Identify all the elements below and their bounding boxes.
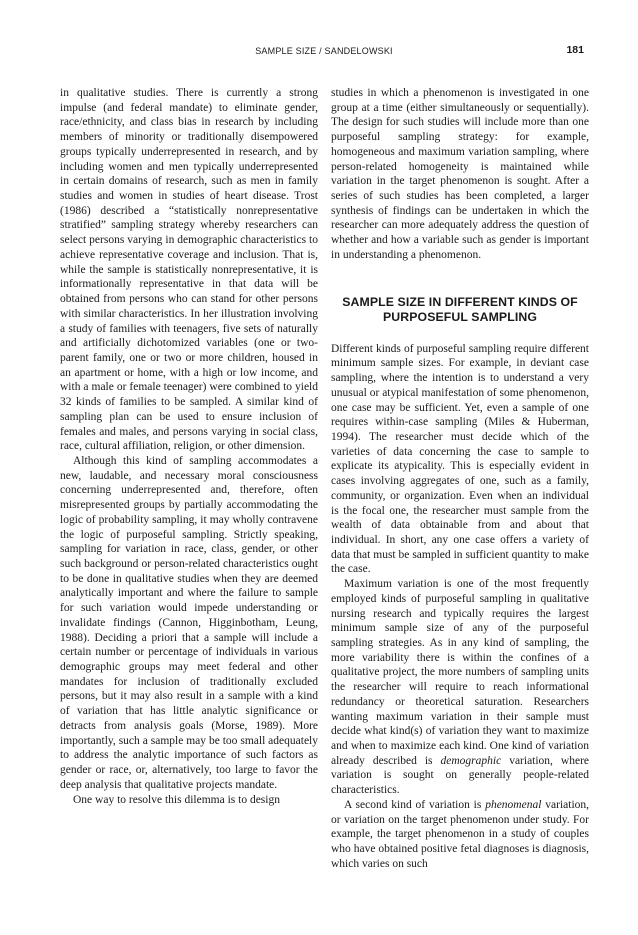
right-column [331,86,589,872]
page-number: 181 [566,44,584,56]
section-heading-line-1: SAMPLE SIZE IN DIFFERENT KINDS OF [342,294,578,309]
emphasis-phenomenal: phenomenal [485,798,542,811]
running-head [60,44,588,58]
right-paragraph-3-text: Maximum variation is one of the most frequently employed kinds of purposeful sampling in qualitative nursing research and typically requires the largest minimum sample size of any of the purposeful sampling strategies. As in any kind of sampling, the more variability there is within the confines of a qualitative project, the more numbers of sampling units the researcher will require to reach informational redundancy or theoretical saturation. Researchers wanting maximum variation in their sample must decide what kind(s) of variation they want to maximize and when to maximize each kind. One kind of variation already described is [331,578,589,767]
left-paragraph-1: in qualitative studies. There is currently a strong impulse (and federal mandate) to eliminate gender, race/ethnicity, and class bias in research by including members of minority or traditionally disempowered groups typically underrepresented in research, and by including women and men typically underrepresented in certain domains of research, such as men in family studies and women in studies of heart disease. Trost (1986) described a “statistically nonrepresentative stratified” sampling strategy whereby researchers can select persons varying in demographic characteristics to achieve representative coverage and inclusion. That is, while the sample is statistically nonrepresentative, it is informationally representative in that data will be obtained from persons who can stand for other persons with similar characteristics. In her illustration involving a study of families with teenagers, five sets of naturally and artificially dichotomized variables (one or two-parent family, one or two or more children, housed in an apartment or home, with a high or low income, and with a male or female teenager) were combined to yield 32 kinds of families to be sampled. A similar kind of sampling plan can be used to ensure inclusion of females and males, and persons varying in social class, race, cultural affiliation, religion, or other dimension. [60,87,318,453]
right-paragraph-4 [331,798,589,872]
left-paragraph-3: One way to resolve this dilemma is to design [73,793,280,806]
right-paragraph-4-text: A second kind of variation is [344,798,482,811]
section-heading-line-2: PURPOSEFUL SAMPLING [382,309,538,324]
right-paragraph-2: Different kinds of purposeful sampling require different minimum sample sizes. For example, in deviant case sampling, where the intention is to understand a very unusual or atypical manifestation of some phenomenon, one case may be sufficient. Yet, even a sample of one requires within-case sampling (Miles & Huberman, 1994). The researcher must decide which of the varieties of data concerning the case to sample to explicate its atypicality. This is especially evident in cases involving aggregates of one, such as a family, community, or organization. Even when an individual is the focal one, the researcher must sample from the wealth of data obtainable from and about that individual. In short, any one case offers a variety of data that must be sampled in sufficient quantity to make the case. [331,342,589,576]
section-heading [331,295,589,325]
right-paragraph-3-end: variation, where variation is sought on generally people-related characteristics. [331,754,590,797]
running-title: SAMPLE SIZE / SANDELOWSKI [255,46,393,56]
right-paragraph-1: studies in which a phenomenon is investigated in one group at a time (either simultaneously or sequentially). The design for such studies will include more than one purposeful sampling strategy: for example, homogeneous and maximum variation sampling, where person-related homogeneity is maintained while variation in the target phenomenon is sought. After a series of such studies has been completed, a larger synthesis of findings can be undertaken in which the researcher can more adequately address the question of whether and how a variable such as gender is important in understanding a phenomenon. [331,87,589,261]
right-paragraph-4-end: variation, or variation on the target phenomenon under study. For example, the target phenomenon in a study of couples who have obtained positive fetal diagnoses is diagnosis, which varies on such [331,798,590,870]
left-paragraph-2: Although this kind of sampling accommodates a new, laudable, and necessary moral consciousness concerning underrepresented and, therefore, often misrepresented groups by partially accommodating the logic of probability sampling, it may wholly contravene the logic of purposeful sampling. Strictly speaking, sampling for variation in race, class, gender, or other such background or person-related characteristics ought to be done in qualitative studies when they are deemed analytically important and where the failure to sample for such variation would impede understanding or invalidate findings (Cannon, Higginbotham, Leung, 1988). Deciding a priori that a sample will include a certain number or percentage of individuals in various demographic groups may meet federal and other mandates for inclusion of traditionally excluded persons, but it may also result in a sample with a kind of variation that has little analytic significance or detracts from analysis goals (Morse, 1989). More importantly, such a sample may be too small adequately to address the analytic importance of such factors as gender or race, or, alternatively, too large to favor the deep analysis that qualitative projects mandate. [60,454,318,791]
left-column [60,86,318,807]
emphasis-demographic: demographic [440,754,502,767]
right-paragraph-3 [331,577,589,798]
